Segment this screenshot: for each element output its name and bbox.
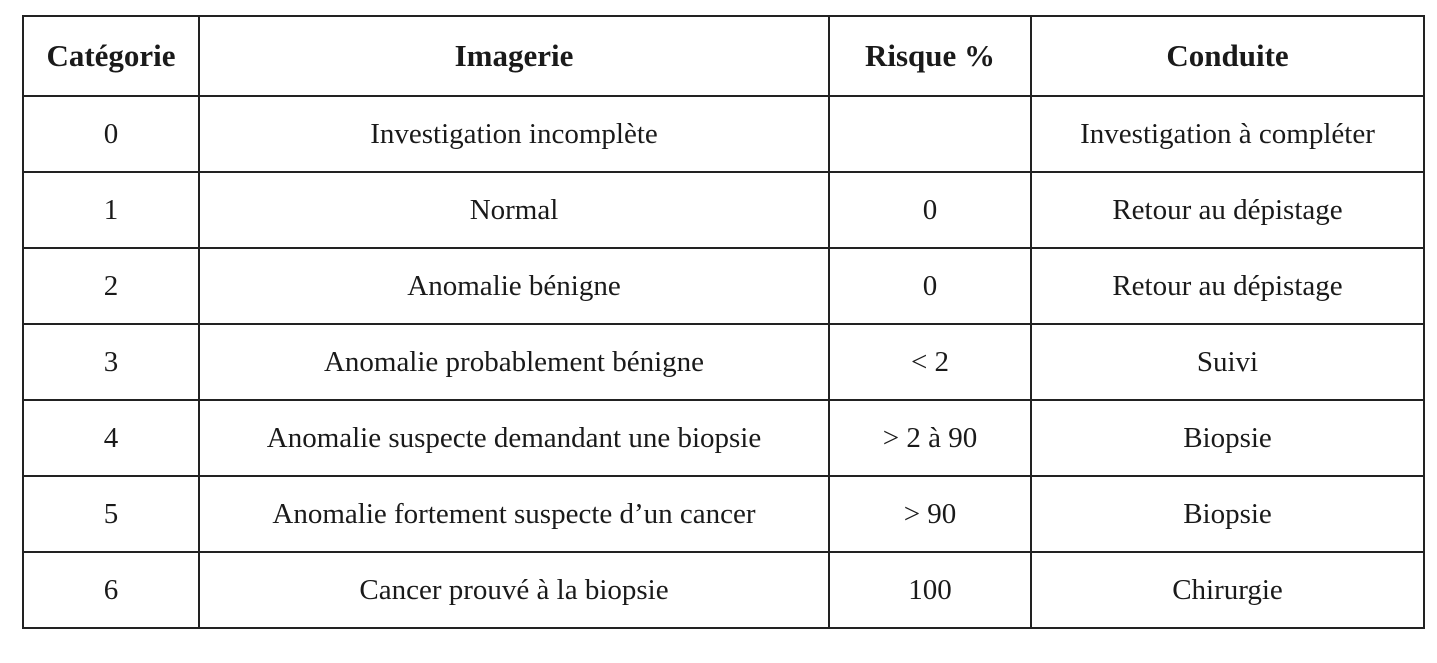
cell-categorie: 0 — [23, 96, 199, 172]
cell-imagerie: Anomalie probablement bénigne — [199, 324, 829, 400]
table-body — [23, 96, 1424, 628]
cell-categorie: 3 — [23, 324, 199, 400]
table-row — [23, 248, 1424, 324]
cell-risque: > 2 à 90 — [829, 400, 1031, 476]
cell-conduite: Biopsie — [1031, 476, 1424, 552]
table-row — [23, 552, 1424, 628]
cell-conduite: Biopsie — [1031, 400, 1424, 476]
cell-risque: > 90 — [829, 476, 1031, 552]
table-row — [23, 476, 1424, 552]
cell-categorie: 2 — [23, 248, 199, 324]
header-risque: Risque % — [829, 16, 1031, 96]
cell-risque: 100 — [829, 552, 1031, 628]
classification-table — [22, 15, 1425, 629]
cell-conduite: Suivi — [1031, 324, 1424, 400]
cell-conduite: Chirurgie — [1031, 552, 1424, 628]
cell-imagerie: Cancer prouvé à la biopsie — [199, 552, 829, 628]
cell-categorie: 6 — [23, 552, 199, 628]
cell-conduite: Retour au dépistage — [1031, 248, 1424, 324]
cell-imagerie: Anomalie suspecte demandant une biopsie — [199, 400, 829, 476]
cell-risque: 0 — [829, 248, 1031, 324]
cell-categorie: 4 — [23, 400, 199, 476]
table-row — [23, 96, 1424, 172]
header-categorie: Catégorie — [23, 16, 199, 96]
table-row — [23, 324, 1424, 400]
cell-conduite: Investigation à compléter — [1031, 96, 1424, 172]
cell-categorie: 1 — [23, 172, 199, 248]
cell-categorie: 5 — [23, 476, 199, 552]
cell-imagerie: Investigation incomplète — [199, 96, 829, 172]
table-row — [23, 172, 1424, 248]
header-imagerie: Imagerie — [199, 16, 829, 96]
table-row — [23, 400, 1424, 476]
cell-conduite: Retour au dépistage — [1031, 172, 1424, 248]
cell-risque — [829, 96, 1031, 172]
cell-risque: 0 — [829, 172, 1031, 248]
header-row — [23, 16, 1424, 96]
cell-risque: < 2 — [829, 324, 1031, 400]
cell-imagerie: Anomalie fortement suspecte d’un cancer — [199, 476, 829, 552]
table-header — [23, 16, 1424, 96]
cell-imagerie: Normal — [199, 172, 829, 248]
header-conduite: Conduite — [1031, 16, 1424, 96]
cell-imagerie: Anomalie bénigne — [199, 248, 829, 324]
